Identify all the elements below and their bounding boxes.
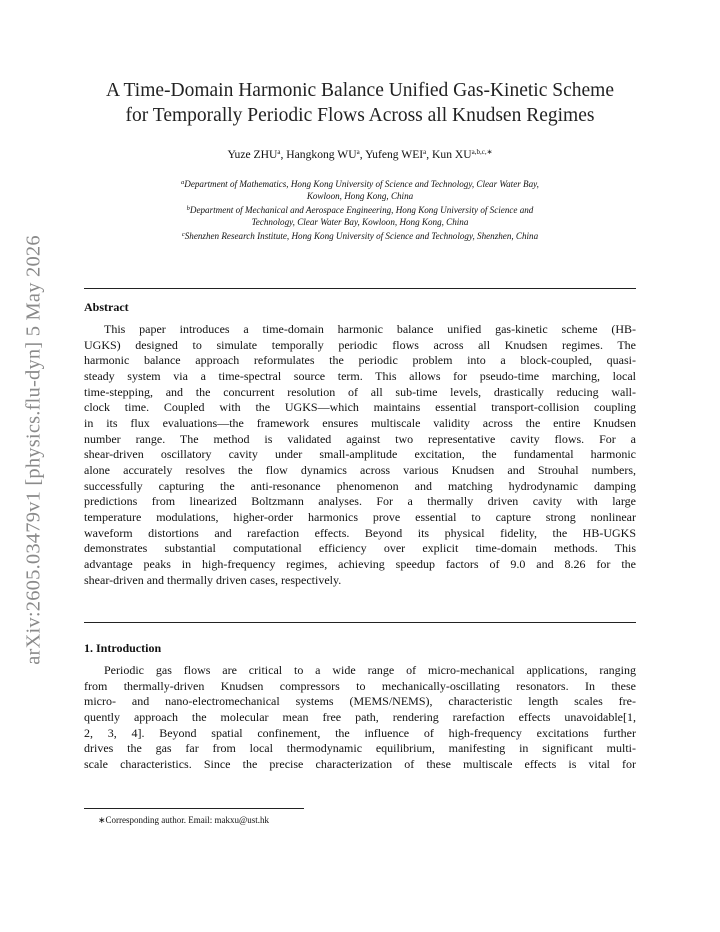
title-line: for Temporally Periodic Flows Across all Knudsen Regimes [125,105,595,126]
abstract-line: advantage peaks in high-frequency regimes, achieving speedup factors of 9.0 and 8.26 for the [84,556,636,571]
title-line: A Time-Domain Harmonic Balance Unified Gas-Kinetic Scheme [106,80,614,101]
introduction-line: drives the gas far from local thermodynamic equilibrium, manifesting in significant multi- [84,741,636,756]
affiliation-mark: c [181,230,185,238]
abstract-line: predictions from linearized Boltzmann analyses. For a thermally driven cavity with large [84,494,636,509]
introduction-line: scale characteristics. Since the precise characterization of these multiscale effects is vital for [84,756,636,771]
footnote-rule [84,808,304,809]
abstract-heading: Abstract [84,300,129,314]
abstract-line: harmonic balance approach reformulates the periodic problem into a block-coupled, quasi- [84,353,636,368]
author-name: Kun XU [432,148,472,161]
abstract-line: temperature modulations, higher-order harmonics prove essential to capture strong nonlinear [84,509,636,524]
abstract-line: waveform distortions and rarefaction effects. Beyond its physical fidelity, the HB-UGKS [84,525,636,540]
abstract-line: This paper introduces a time-domain harmonic balance unified gas-kinetic scheme (HB- [104,322,636,336]
abstract-line: alone accurately resolves the flow dynamics across various Knudsen and Strouhal numbers, [84,462,636,477]
affiliation-text: Shenzhen Research Institute, Hong Kong University of Science and Technology, Shenzhen, China [184,230,539,241]
author-list: Yuze ZHU$^a$, Hangkong $WU^a$, Yufeng WEI$^a$, Kun $XU^{a,b,c,∗}$ [227,148,493,161]
author-affil-mark: a [423,148,427,156]
affiliation-line [84,229,636,243]
author-affil-mark: a,b,c,∗ [471,148,493,156]
introduction-line: 2, 3, 4]. Beyond spatial confinement, the influence of high-frequency excitations further [84,725,636,740]
abstract-line: shear-driven and thermally driven cases, respectively. [84,572,342,587]
arxiv-identifier-text: arXiv:2605.03479v1 [physics.flu-dyn] 5 May 2026 [22,235,45,665]
introduction-line: from thermally-driven Knudsen compressors to mechanically-oscillating resonators. In these [84,678,636,693]
abstract-line: time-stepping, and the concurrent resolution of all sub-time levels, drastically reducing wall- [84,384,636,399]
author-affil-mark: a [356,148,360,156]
affiliation-text: Department of Mechanical and Aerospace Engineering, Hong Kong University of Science and [189,204,534,215]
paper-title [84,78,636,128]
arxiv-identifier-stamp [24,210,44,690]
affiliation-mark: b [186,204,190,212]
affiliation-text: Department of Mathematics, Hong Kong University of Science and Technology, Clear Water Bay, [184,179,539,189]
author-name: Yuze ZHU [227,148,278,161]
author-name: Yufeng WEI [365,148,424,161]
abstract-bottom-rule [84,622,636,623]
introduction-body [84,663,636,773]
corresponding-author-footnote: ∗Corresponding author. Email: makxu@ust.hk [98,815,270,825]
author-name: Hangkong WU [286,148,357,161]
affiliation-line: Kowloon, Hong Kong, China [306,190,414,201]
abstract-line: number range. The method is validated against two representative cavity flows. For a [84,431,636,446]
abstract-line: in its flux evaluations—the framework ensures multiscale validity across the entire Knudsen [84,415,636,430]
author-affil-mark: a [277,148,281,156]
introduction-line: micro- and nano-electromechanical systems (MEMS/NEMS), characteristic length scales fre- [84,694,636,709]
abstract-line: clock time. Coupled with the UGKS—which maintains essential transport-collision coupling [84,400,636,415]
abstract-top-rule [84,288,636,289]
abstract-line: steady system via a time-spectral source term. This allows for pseudo-time marching, local [84,368,636,383]
introduction-line: Periodic gas flows are critical to a wide range of micro-mechanical applications, ranging [104,663,636,677]
affiliation-line [84,203,636,217]
abstract-line: UGKS) designed to simulate temporally periodic flows across all Knudsen regimes. The [84,337,636,352]
introduction-heading: 1. Introduction [84,641,162,655]
affiliation-line [84,177,636,191]
abstract-body [84,322,636,588]
abstract-line: demonstrates substantial computational efficiency over explicit time-domain methods. This [84,541,636,556]
affiliations [84,177,636,243]
introduction-line: quently approach the molecular mean free path, rendering rarefaction effects unavoidable[1, [84,709,636,724]
affiliation-line: Technology, Clear Water Bay, Kowloon, Hong Kong, China [251,216,469,227]
abstract-line: shear-driven oscillatory cavity under small-amplitude excitation, the fundamental harmonic [84,447,636,462]
abstract-line: successfully capturing the anti-resonance phenomenon and matching hydrodynamic damping [84,478,636,493]
affiliation-mark: a [181,179,185,186]
